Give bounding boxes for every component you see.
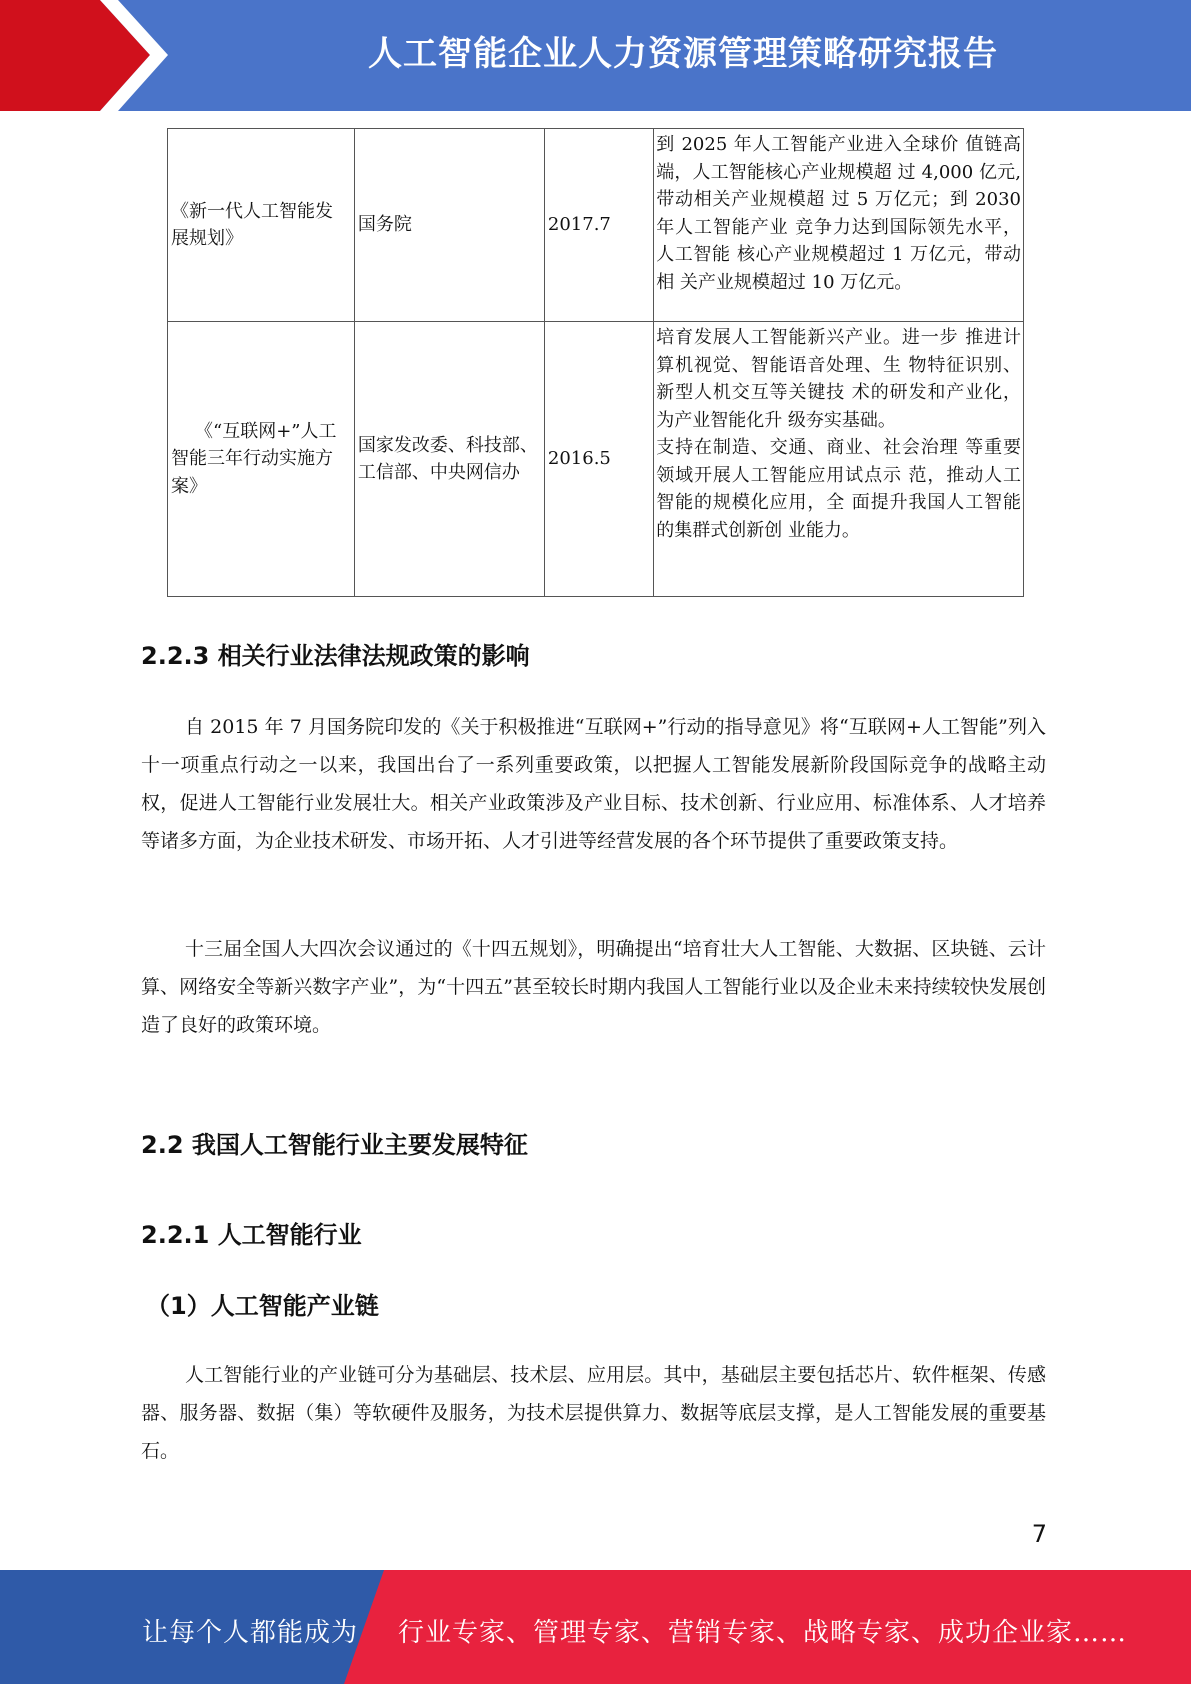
policy-table <box>167 128 1024 597</box>
section-heading-2-2-3: 2.2.3 相关行业法律法规政策的影响 <box>141 642 530 670</box>
paragraph: 自 2015 年 7 月国务院印发的《关于积极推进“互联网+”行动的指导意见》将“互联网+人工智能”列入十一项重点行动之一以来，我国出台了一系列重要政策，以把握人工智能发展新阶段国际竞争的战略主动权，促进人工智能行业发展壮大。相关产业政策涉及产业目标、技术创新、行业应用、标准体系、人才培养等诸多方面，为企业技术研发、市场开拓、人才引进等经营发展的各个环节提供了重要政策支持。 <box>141 716 1046 852</box>
policy-content-cell <box>654 322 1024 597</box>
table-row <box>168 129 1024 322</box>
paragraph: 人工智能行业的产业链可分为基础层、技术层、应用层。其中，基础层主要包括芯片、软件框架、传感器、服务器、数据（集）等软硬件及服务，为技术层提供算力、数据等底层支撑，是人工智能发展的重要基石。 <box>141 1364 1046 1462</box>
section-heading-2-2: 2.2 我国人工智能行业主要发展特征 <box>141 1131 528 1159</box>
policy-org-cell: 国家发改委、科技部、工信部、中央网信办 <box>354 322 544 597</box>
policy-date-cell: 2016.5 <box>544 322 653 597</box>
policy-org-cell: 国务院 <box>354 129 544 322</box>
policy-content-para: 培育发展人工智能新兴产业。进一步 推进计算机视觉、智能语音处理、生 物特征识别、新型人机交互等关键技 术的研发和产业化，为产业智能化升 级夯实基础。 <box>656 327 1021 431</box>
subsection-heading-1: （1）人工智能产业链 <box>146 1292 379 1320</box>
footer-slogan-right: 行业专家、管理专家、营销专家、战略专家、成功企业家…… <box>398 1618 1128 1648</box>
policy-content-cell: 到 2025 年人工智能产业进入全球价 值链高端，人工智能核心产业规模超 过 4,000 亿元,带动相关产业规模超 过 5 万亿元；到 2030 年人工智能产业 竞争力达到国际领先水平，人工智能 核心产业规模超过 1 万亿元，带动相 关产业规模超过 10 万亿元。 <box>654 129 1024 322</box>
policy-date-cell: 2017.7 <box>544 129 653 322</box>
section-heading-2-2-1: 2.2.1 人工智能行业 <box>141 1221 362 1249</box>
paragraph: 十三届全国人大四次会议通过的《十四五规划》，明确提出“培育壮大人工智能、大数据、区块链、云计算、网络安全等新兴数字产业”，为“十四五”甚至较长时期内我国人工智能行业以及企业未来持续较快发展创造了良好的政策环境。 <box>141 938 1046 1036</box>
report-title: 人工智能企业人力资源管理策略研究报告 <box>368 34 998 74</box>
footer-slogan-left: 让每个人都能成为 <box>142 1618 359 1648</box>
table-row <box>168 322 1024 597</box>
page-footer <box>0 1570 1191 1684</box>
policy-name-cell: 《新一代人工智能发展规划》 <box>168 129 355 322</box>
page-number: 7 <box>1031 1520 1047 1548</box>
policy-content-para: 支持在制造、交通、商业、社会治理 等重要领域开展人工智能应用试点示 范，推动人工智能的规模化应用，全 面提升我国人工智能的集群式创新创 业能力。 <box>656 437 1021 541</box>
policy-name-cell: 《“互联网+”人工 智能三年行动实施方案》 <box>168 322 355 597</box>
page-header <box>0 0 1191 111</box>
